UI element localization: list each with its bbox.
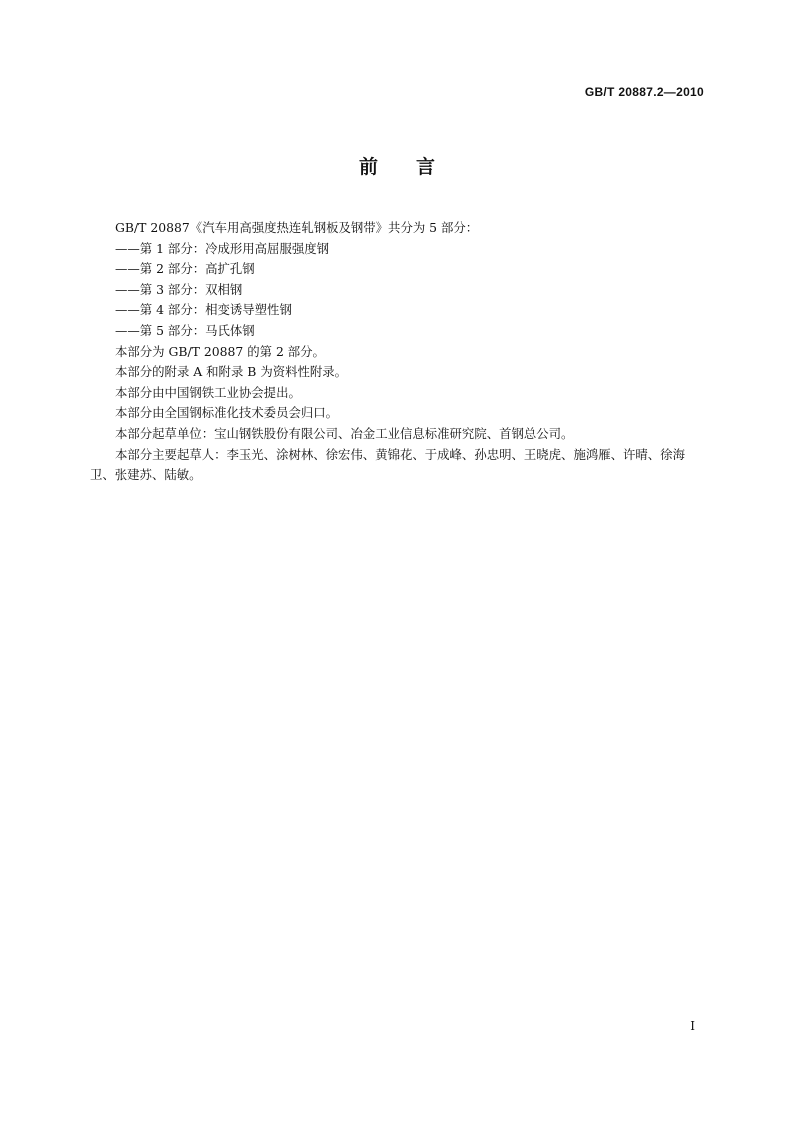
part-list-item-4: ——第 4 部分：相变诱导塑性钢 <box>115 302 292 318</box>
statement-drafting-units: 本部分起草单位：宝山钢铁股份有限公司、冶金工业信息标准研究院、首钢总公司。 <box>115 425 574 441</box>
part-list-item-5: ——第 5 部分：马氏体钢 <box>115 322 255 338</box>
standard-number: GB/T 20887.2—2010 <box>584 85 704 99</box>
page-number: I <box>690 1019 695 1033</box>
page-title: 前言 <box>358 156 473 178</box>
statement-committee: 本部分由全国钢标准化技术委员会归口。 <box>115 405 339 421</box>
foreword-body <box>90 218 704 486</box>
part-list-item-2: ——第 2 部分：高扩孔钢 <box>115 261 255 277</box>
part-list-item-1: ——第 1 部分：冷成形用高屈服强度钢 <box>115 240 330 256</box>
statement-drafters: 本部分主要起草人：李玉光、涂树林、徐宏伟、黄锦花、于成峰、孙忠明、王晓虎、施鸿雁、许晴、徐海卫、张建苏、陆敏。 <box>90 446 685 483</box>
statement-annexes: 本部分的附录 A 和附录 B 为资料性附录。 <box>115 364 348 380</box>
statement-proposer: 本部分由中国钢铁工业协会提出。 <box>115 384 301 400</box>
part-list-item-3: ——第 3 部分：双相钢 <box>115 281 243 297</box>
intro-paragraph: GB/T 20887《汽车用高强度热连轧钢板及钢带》共分为 5 部分： <box>115 220 479 235</box>
statement-part-number: 本部分为 GB/T 20887 的第 2 部分。 <box>115 343 325 359</box>
